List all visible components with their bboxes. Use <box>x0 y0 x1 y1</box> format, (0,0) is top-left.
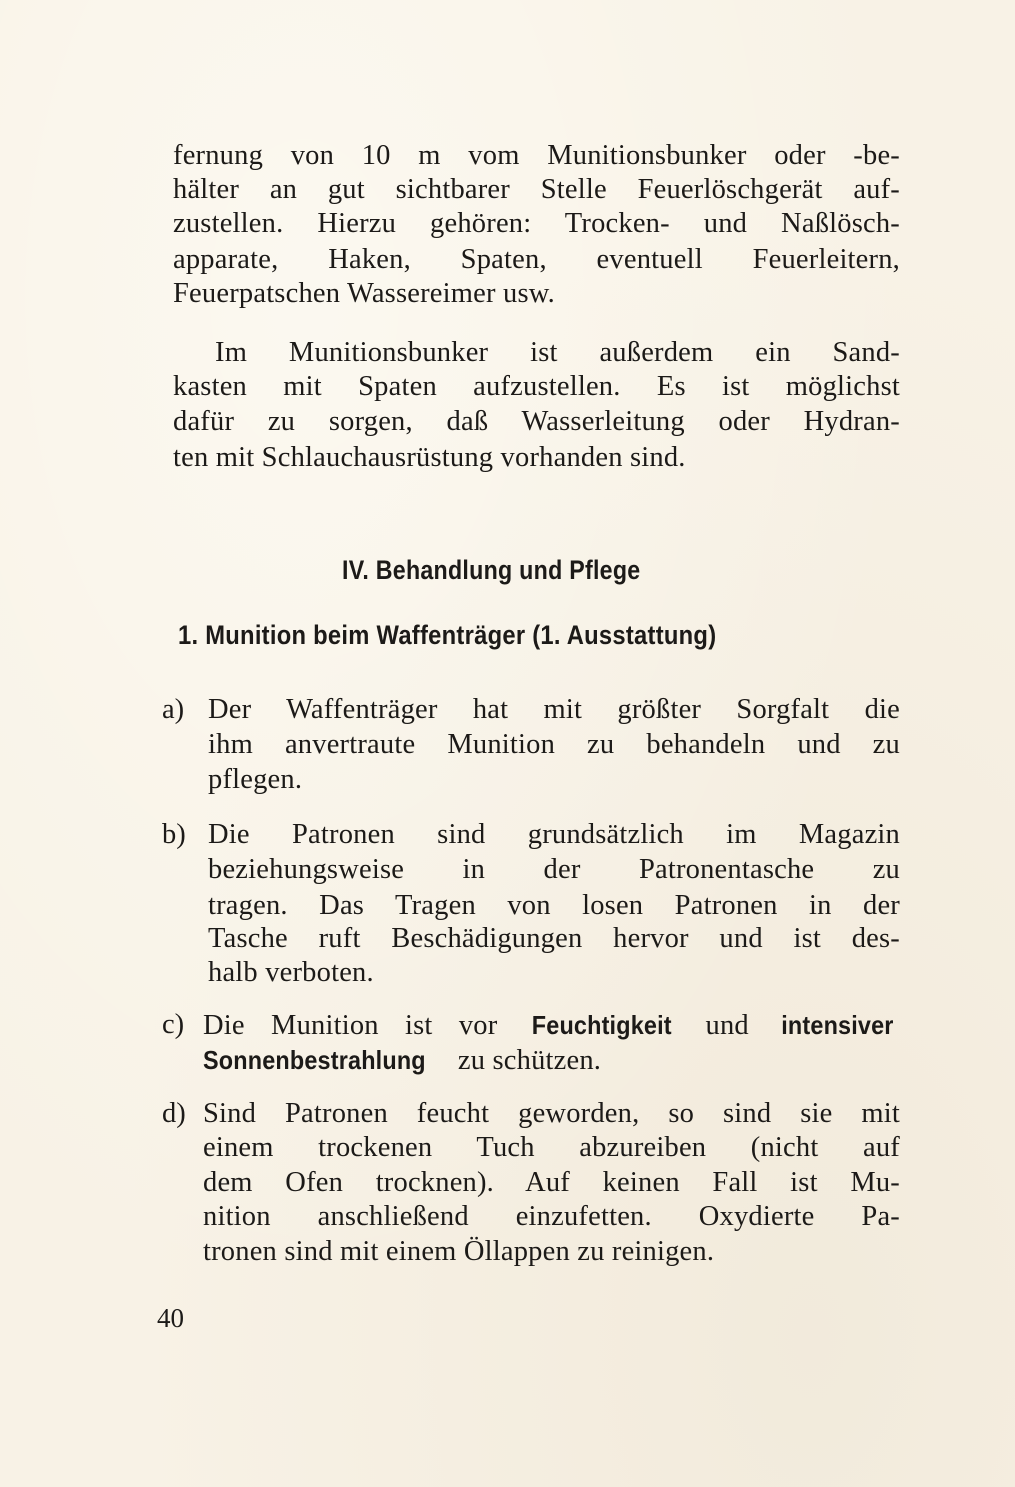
item-marker: b) <box>162 819 186 850</box>
text-line: einem trockenen Tuch abzureiben (nicht auf <box>203 1132 900 1163</box>
text-line <box>203 1043 900 1078</box>
text-line: ihm anvertraute Munition zu behandeln und zu <box>208 729 900 760</box>
text-line: apparate, Haken, Spaten, eventuell Feuerleitern, <box>173 244 900 275</box>
text-line: kasten mit Spaten aufzustellen. Es ist möglichst <box>173 371 900 402</box>
text-line: zustellen. Hierzu gehören: Trocken- und Naßlösch- <box>173 208 900 239</box>
text-line: hälter an gut sichtbarer Stelle Feuerlöschgerät auf- <box>173 174 900 205</box>
text-run: und <box>679 1010 776 1041</box>
text-line: nition anschließend einzufetten. Oxydierte Pa- <box>203 1201 900 1232</box>
text-line: tragen. Das Tragen von losen Patronen in der <box>208 890 900 921</box>
page-number: 40 <box>157 1303 184 1333</box>
text-line: Sind Patronen feucht geworden, so sind sie mit <box>203 1098 900 1129</box>
text-line <box>203 1008 900 1043</box>
item-marker: c) <box>162 1009 185 1040</box>
item-marker: a) <box>162 694 185 725</box>
text-line: fernung von 10 m vom Munitionsbunker oder -be- <box>173 140 900 171</box>
text-line: dem Ofen trocknen). Auf keinen Fall ist Mu- <box>203 1167 900 1198</box>
text-line: pflegen. <box>208 764 303 795</box>
text-line: Die Patronen sind grundsätzlich im Magazin <box>208 819 900 850</box>
text-run: Die Munition ist vor <box>203 1010 524 1041</box>
text-line: tronen sind mit einem Öllappen zu reinigen. <box>203 1236 715 1267</box>
text-line: beziehungsweise in der Patronentasche zu <box>208 854 900 885</box>
emphasis-intensive: intensiver <box>781 1010 894 1040</box>
subsection-heading: 1. Munition beim Waffenträger (1. Ausstattung) <box>178 620 717 650</box>
emphasis-sun-exposure: Sonnenbestrahlung <box>203 1045 426 1075</box>
text-line: Der Waffenträger hat mit größter Sorgfalt die <box>208 694 900 725</box>
text-run: zu schützen. <box>450 1045 602 1076</box>
text-line: halb verboten. <box>208 957 374 988</box>
text-line: Feuerpatschen Wassereimer usw. <box>173 278 555 309</box>
text-line: Tasche ruft Beschädigungen hervor und ist des- <box>208 923 900 954</box>
text-line: dafür zu sorgen, daß Wasserleitung oder Hydran- <box>173 406 900 437</box>
emphasis-humidity: Feuchtigkeit <box>531 1010 672 1040</box>
text-line: ten mit Schlauchausrüstung vorhanden sind. <box>173 442 686 473</box>
item-marker: d) <box>162 1098 186 1129</box>
text-line: Im Munitionsbunker ist außerdem ein Sand- <box>215 337 900 368</box>
section-heading: IV. Behandlung und Pflege <box>342 555 641 585</box>
